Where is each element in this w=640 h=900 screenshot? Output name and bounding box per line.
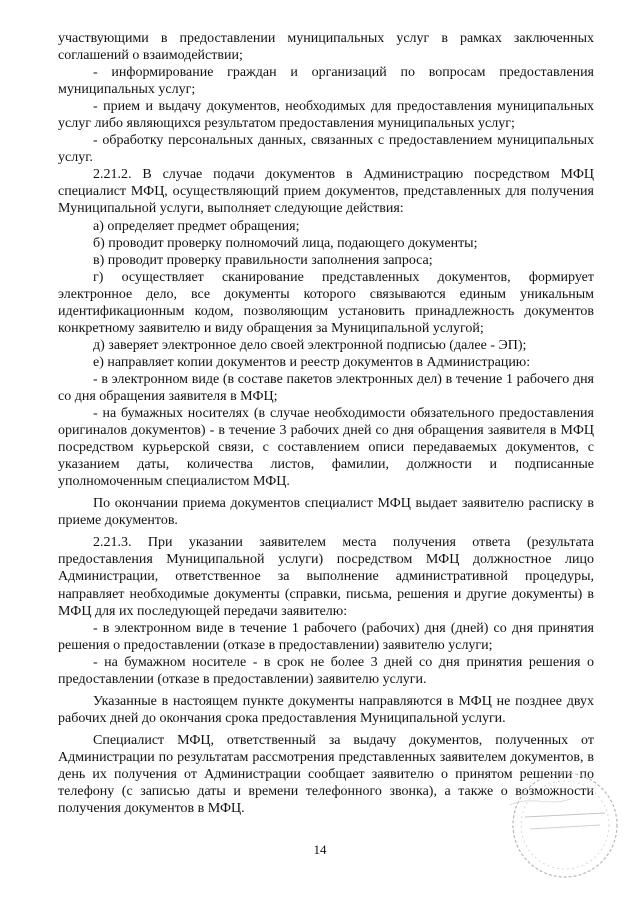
paragraph-interaction-agreements: участвующими в предоставлении муниципальных услуг в рамках заключенных соглашений о взаимодействии;: [58, 31, 594, 64]
document-body: [58, 30, 594, 817]
list-item-a: а) определяет предмет обращения;: [93, 218, 300, 234]
list-item-b: б) проводит проверку полномочий лица, подающего документы;: [93, 235, 478, 251]
list-item-paper-result: - на бумажном носителе - в срок не более 3 дней со дня принятия решения о предоставлении (отказе в предоставлении) заявителю услуги.: [58, 654, 594, 687]
list-item-f-sending: е) направляет копии документов и реестр документов в Администрацию:: [93, 354, 531, 370]
list-item-paper: - на бумажных носителях (в случае необходимости обязательного предоставления оригиналов документов) - в течение 3 рабочих дней со дня обращения заявителя в МФЦ посредством курьерской связи, с составлением описи передаваемых документов, с указанием даты, количества листов, фамилии, должности и подписанные уполномоченным специалистом МФЦ.: [58, 406, 594, 490]
list-item-informing: - информирование граждан и организаций по вопросам предоставления муниципальных услуг;: [58, 65, 594, 98]
list-item-d-scanning: г) осуществляет сканирование представленных документов, формирует электронное дело, все документы которого связываются единым уникальным идентификационным кодом, позволяющим установить принадлежность документов конкретному заявителю и виду обращения за Муниципальной услугой;: [58, 269, 594, 336]
clause-2-21-3: 2.21.3. При указании заявителем места получения ответа (результата предоставления Муниципальной услуги) посредством МФЦ должностное лицо Администрации, ответственное за выполнение административной процедуры, направляет необходимые документы (справки, письма, решения и другие документы) в МФЦ для их последующей передачи заявителю:: [58, 535, 594, 619]
official-stamp-image: [470, 755, 640, 885]
clause-2-21-2: 2.21.2. В случае подачи документов в Администрацию посредством МФЦ специалист МФЦ, осуществляющий прием документов, представленных для получения Муниципальной услуги, выполняет следующие действия:: [58, 167, 594, 217]
list-item-personal-data: - обработку персональных данных, связанных с предоставлением муниципальных услуг.: [58, 133, 594, 166]
list-item-electronic-result: - в электронном виде в течение 1 рабочего (рабочих) дня (дней) со дня принятия решения о предоставлении (отказе в предоставлении) заявителю услуги;: [58, 620, 594, 653]
list-item-e-signature: д) заверяет электронное дело своей электронной подписью (далее - ЭП);: [93, 337, 527, 353]
paragraph-deadline: Указанные в настоящем пункте документы направляются в МФЦ не позднее двух рабочих дней до окончания срока предоставления Муниципальной услуги.: [58, 693, 594, 726]
list-item-c: в) проводит проверку правильности заполнения запроса;: [93, 252, 433, 268]
paragraph-notification: Специалист МФЦ, ответственный за выдачу документов, полученных от Администрации по результатам рассмотрения представленных заявителем документов, в день их получения от Администрации сообщает заявителю о принятом решении по телефону (с записью даты и времени телефонного звонка), а также о возможности получения документов в МФЦ.: [58, 732, 594, 817]
page-number: 14: [313, 842, 327, 857]
list-item-reception: - прием и выдачу документов, необходимых для предоставления муниципальных услуг либо являющихся результатом предоставления муниципальных услуг;: [58, 99, 594, 132]
paragraph-receipt: По окончании приема документов специалист МФЦ выдает заявителю расписку в приеме документов.: [58, 496, 594, 529]
list-item-electronic: - в электронном виде (в составе пакетов электронных дел) в течение 1 рабочего дня со дня обращения заявителя в МФЦ;: [58, 371, 594, 404]
